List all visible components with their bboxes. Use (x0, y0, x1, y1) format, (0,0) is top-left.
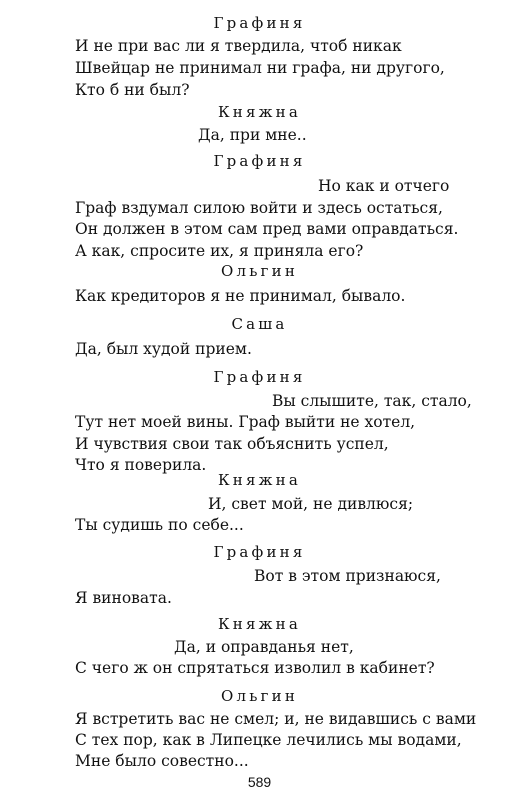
verse-line: С чего ж он спрятаться изволил в кабинет? (75, 659, 435, 677)
verse-line: Но как и отчего (318, 177, 450, 195)
verse-line: Швейцар не принимал ни графа, ни другого, (75, 59, 445, 77)
speaker-name: Ольгин (220, 262, 299, 280)
verse-line: Вы слышите, так, стало, (272, 392, 472, 410)
speaker-name: Ольгин (220, 687, 299, 705)
verse-line: Да, был худой прием. (75, 340, 252, 358)
speaker-name: Княжна (217, 615, 301, 633)
verse-line: Ты судишь по себе... (75, 516, 244, 534)
verse-line: Тут нет моей вины. Граф выйти не хотел, (75, 413, 416, 431)
verse-line: Я виновата. (75, 589, 172, 607)
verse-line: Мне было совестно... (75, 752, 249, 770)
speaker-name: Княжна (217, 471, 301, 489)
speaker-name: Графиня (213, 368, 306, 386)
verse-line: Как кредиторов я не принимал, бывало. (75, 287, 406, 305)
verse-line: И не при вас ли я твердила, чтоб никак (75, 37, 402, 55)
speaker-name: Графиня (213, 543, 306, 561)
verse-line: Что я поверила. (75, 456, 207, 474)
verse-line: А как, спросите их, я приняла его? (75, 242, 364, 260)
speaker-name: Княжна (217, 103, 301, 121)
page-number: 589 (247, 774, 272, 790)
speaker-name: Саша (231, 315, 288, 333)
verse-line: С тех пор, как в Липецке лечились мы водами, (75, 731, 462, 749)
verse-line: И, свет мой, не дивлюся; (208, 495, 414, 513)
verse-line: Вот в этом признаюся, (254, 567, 441, 585)
verse-line: Граф вздумал силою войти и здесь остаться, (75, 199, 443, 217)
verse-line: Я встретить вас не смел; и, не видавшись с вами (75, 710, 477, 728)
verse-line: И чувствия свои так объяснить успел, (75, 435, 389, 453)
speaker-name: Графиня (213, 14, 306, 32)
verse-line: Кто б ни был? (75, 81, 190, 99)
verse-line: Да, при мне.. (198, 126, 307, 144)
verse-line: Он должен в этом сам пред вами оправдаться. (75, 220, 459, 238)
speaker-name: Графиня (213, 152, 306, 170)
verse-line: Да, и оправданья нет, (174, 638, 354, 656)
